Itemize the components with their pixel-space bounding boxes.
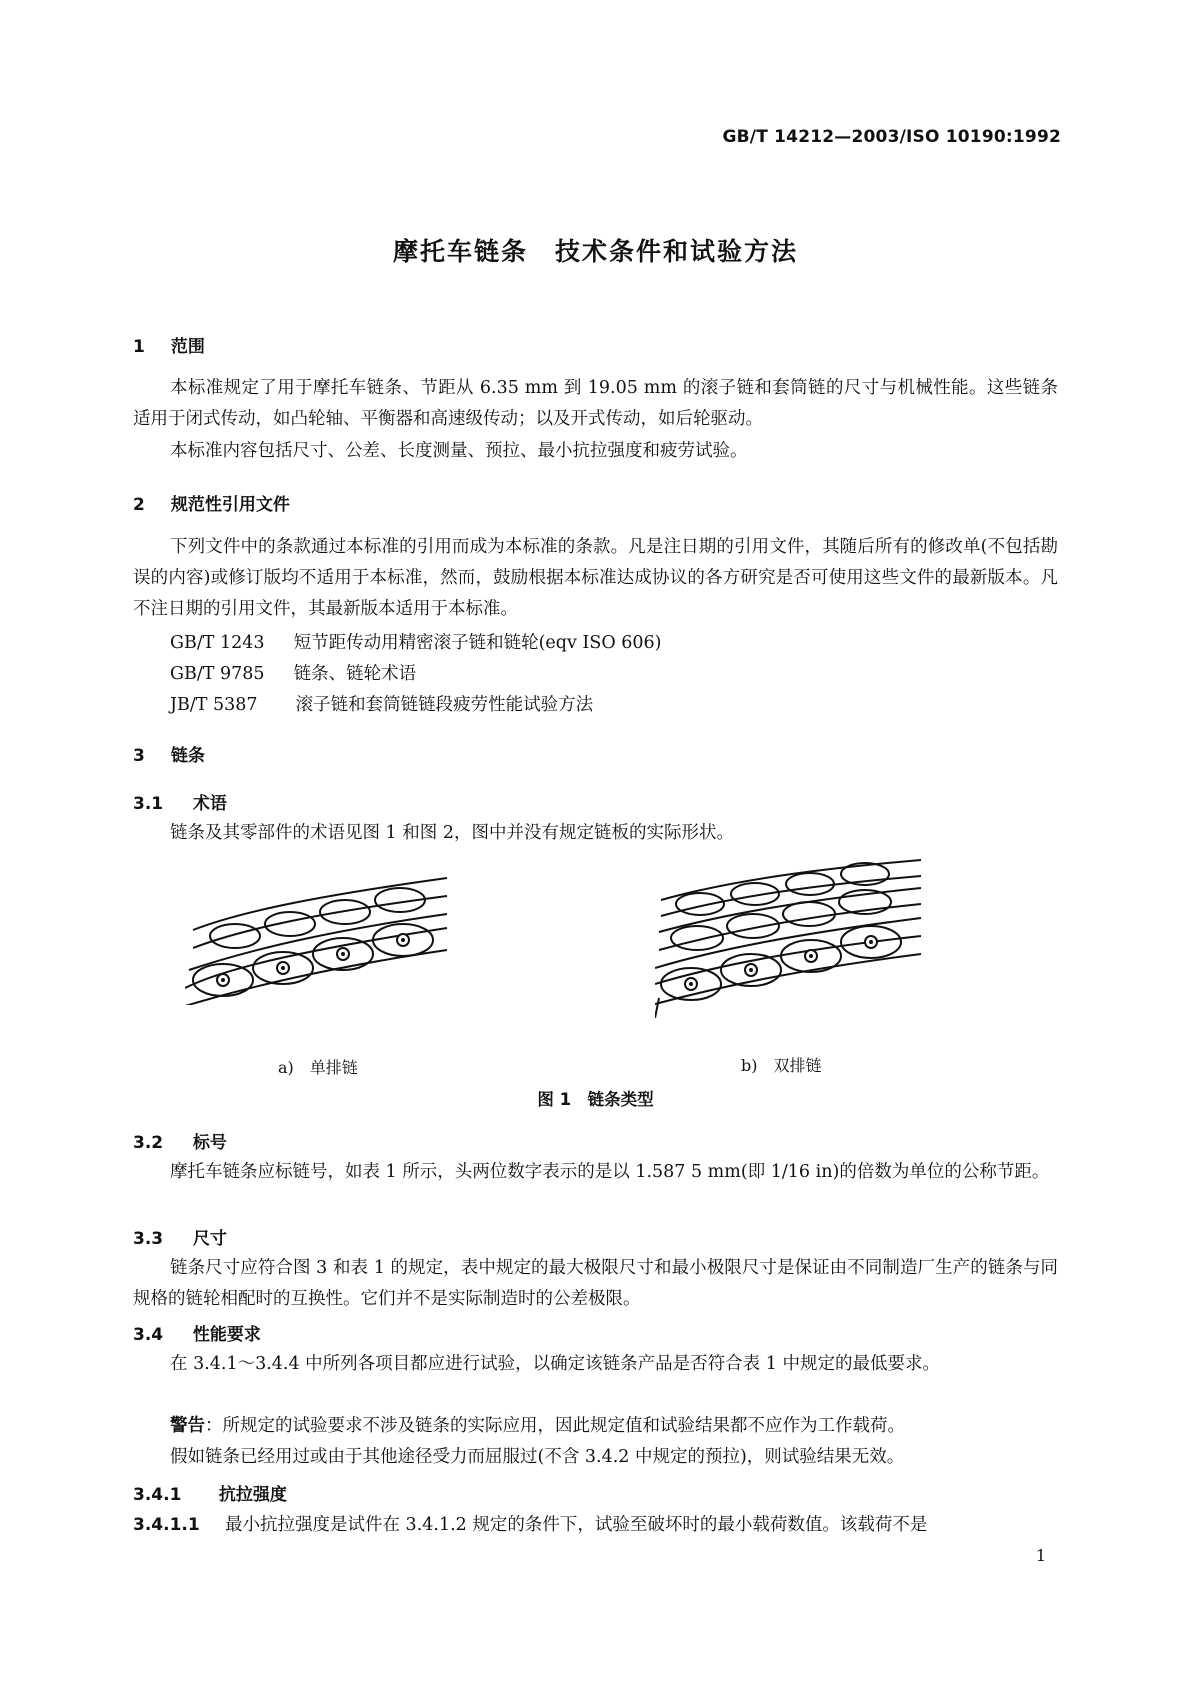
section-1-heading [133, 332, 205, 357]
reference-item [170, 660, 416, 685]
page-number: 1 [1035, 1546, 1046, 1565]
section-3-1-paragraph: 链条及其零部件的术语见图 1 和图 2，图中并没有规定链板的实际形状。 [170, 823, 734, 843]
section-number: 3.4.1 [133, 1485, 182, 1505]
section-title: 链条 [170, 746, 205, 766]
standard-code: GB/T 14212—2003/ISO 10190:1992 [722, 127, 1061, 147]
figure-1-caption: 图 1 链条类型 [537, 1090, 654, 1109]
reference-title: 短节距传动用精密滚子链和链轮(eqv ISO 606) [293, 633, 662, 653]
section-number: 3.4 [133, 1325, 164, 1345]
section-3-heading [133, 741, 205, 766]
warning-label: 警告 [170, 1416, 205, 1436]
section-number: 3.3 [133, 1229, 164, 1249]
clause-text: 最小抗拉强度是试件在 3.4.1.2 规定的条件下，试验至破坏时的最小载荷数值。该载荷不是 [225, 1515, 928, 1535]
section-title: 规范性引用文件 [170, 495, 290, 515]
section-3-4-paragraph-3: 假如链条已经用过或由于其他途径受力而屈服过(不含 3.4.2 中规定的预拉)，则试验结果无效。 [170, 1447, 905, 1467]
section-title: 性能要求 [192, 1325, 261, 1345]
reference-code: JB/T 5387 [170, 695, 258, 715]
section-3-4-warning [133, 1411, 1058, 1442]
section-title: 标号 [192, 1133, 227, 1153]
reference-code: GB/T 1243 [170, 633, 265, 653]
section-2-heading [133, 490, 290, 515]
section-number: 1 [133, 337, 145, 357]
reference-item [170, 691, 593, 716]
document-title: 摩托车链条 技术条件和试验方法 [392, 237, 798, 266]
warning-text: ：所规定的试验要求不涉及链条的实际应用，因此规定值和试验结果都不应作为工作载荷。 [205, 1416, 905, 1436]
reference-title: 滚子链和套筒链链段疲劳性能试验方法 [295, 695, 594, 715]
section-1-paragraph-1: 本标准规定了用于摩托车链条、节距从 6.35 mm 到 19.05 mm 的滚子链和套筒链的尺寸与机械性能。这些链条适用于闭式传动，如凸轮轴、平衡器和高速级传动；以及开式传动，如后轮驱动。 [133, 378, 1058, 429]
section-number: 3.2 [133, 1133, 164, 1153]
section-1-paragraph-2: 本标准内容包括尺寸、公差、长度测量、预拉、最小抗拉强度和疲劳试验。 [170, 441, 748, 461]
figure-1a-label: a) 单排链 [278, 1058, 358, 1077]
section-3-3-paragraph: 链条尺寸应符合图 3 和表 1 的规定，表中规定的最大极限尺寸和最小极限尺寸是保证由不同制造厂生产的链条与同规格的链轮相配时的互换性。它们并不是实际制造时的公差极限。 [133, 1258, 1058, 1309]
section-2-paragraph-1: 下列文件中的条款通过本标准的引用而成为本标准的条款。凡是注日期的引用文件，其随后所有的修改单(不包括勘误的内容)或修订版均不适用于本标准，然而，鼓励根据本标准达成协议的各方研究是否可使用这些文件的最新版本。凡不注日期的引用文件，其最新版本适用于本标准。 [133, 537, 1058, 619]
section-title: 术语 [192, 794, 227, 814]
section-3-2-heading [133, 1128, 227, 1153]
section-number: 3.4.1.1 [133, 1515, 200, 1535]
section-3-1-heading [133, 789, 227, 814]
single-strand-chain-illustration [185, 870, 455, 1005]
section-3-2-paragraph: 摩托车链条应标链号，如表 1 所示，头两位数字表示的是以 1.587 5 mm(即 1/16 in)的倍数为单位的公称节距。 [170, 1162, 1050, 1182]
reference-item [170, 629, 661, 654]
section-3-4-1-heading [133, 1480, 287, 1505]
section-3-3-heading [133, 1224, 227, 1249]
section-title: 范围 [170, 337, 205, 357]
section-3-4-paragraph-1: 在 3.4.1～3.4.4 中所列各项目都应进行试验，以确定该链条产品是否符合表 1 中规定的最低要求。 [170, 1354, 940, 1374]
reference-code: GB/T 9785 [170, 664, 265, 684]
figure-1b-label: b) 双排链 [741, 1056, 822, 1075]
section-title: 尺寸 [192, 1229, 227, 1249]
section-3-4-1-1-paragraph [133, 1510, 1058, 1541]
double-strand-chain-illustration [655, 858, 925, 1018]
section-3-4-heading [133, 1320, 261, 1345]
section-number: 3 [133, 746, 145, 766]
section-number: 3.1 [133, 794, 164, 814]
section-number: 2 [133, 495, 145, 515]
section-title: 抗拉强度 [218, 1485, 287, 1505]
reference-title: 链条、链轮术语 [293, 664, 417, 684]
